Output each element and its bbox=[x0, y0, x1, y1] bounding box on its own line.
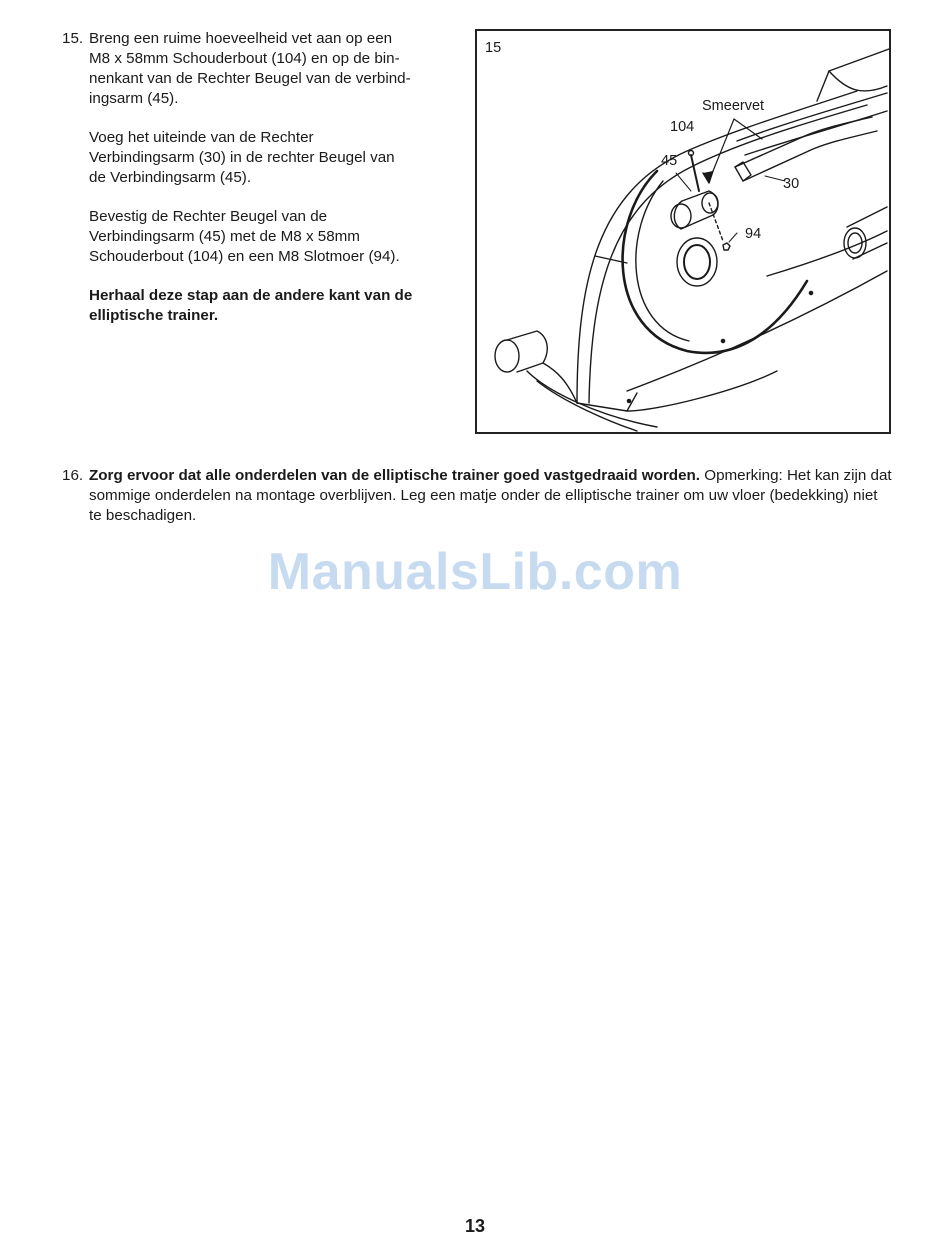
step-paragraph: Breng een ruime hoeveelheid vet aan op een M8 x 58mm Schouderbout (104) en op de bin- nenkant van de Rechter Beugel van de verbind- ingsarm (45). bbox=[89, 30, 411, 107]
page-number: 13 bbox=[464, 1216, 486, 1236]
step-body bbox=[89, 29, 462, 326]
step-body bbox=[89, 466, 892, 526]
label-grease: Smeervet bbox=[702, 98, 765, 114]
step-paragraph: Voeg het uiteinde van de Rechter Verbindingsarm (30) in de rechter Beugel van de Verbindingsarm (45). bbox=[89, 129, 395, 186]
label-part-104: 104 bbox=[670, 119, 695, 135]
step-number: 16. bbox=[62, 467, 84, 484]
label-part-45: 45 bbox=[661, 153, 678, 169]
assembly-figure bbox=[475, 29, 891, 434]
label-part-30: 30 bbox=[783, 176, 800, 192]
step-instruction: Zorg ervoor dat alle onderdelen van de elliptische trainer goed vastgedraaid worden. bbox=[89, 467, 701, 484]
watermark: ManualsLib.com bbox=[267, 543, 683, 601]
elliptical-trainer-illustration bbox=[477, 31, 889, 432]
step-number: 15. bbox=[62, 30, 84, 47]
step-paragraph: Bevestig de Rechter Beugel van de Verbindingsarm (45) met de M8 x 58mm Schouderbout (104) en een M8 Slotmoer (94). bbox=[89, 208, 400, 265]
step-remark: Opmerking: Het kan zijn dat sommige onderdelen na montage overblijven. Leg een matje onder de elliptische trainer om uw vloer (bedekking) niet te beschadigen. bbox=[89, 467, 892, 524]
label-part-94: 94 bbox=[745, 226, 762, 242]
step-note: Herhaal deze stap aan de andere kant van de elliptische trainer. bbox=[89, 287, 413, 324]
figure-number: 15 bbox=[485, 40, 502, 56]
